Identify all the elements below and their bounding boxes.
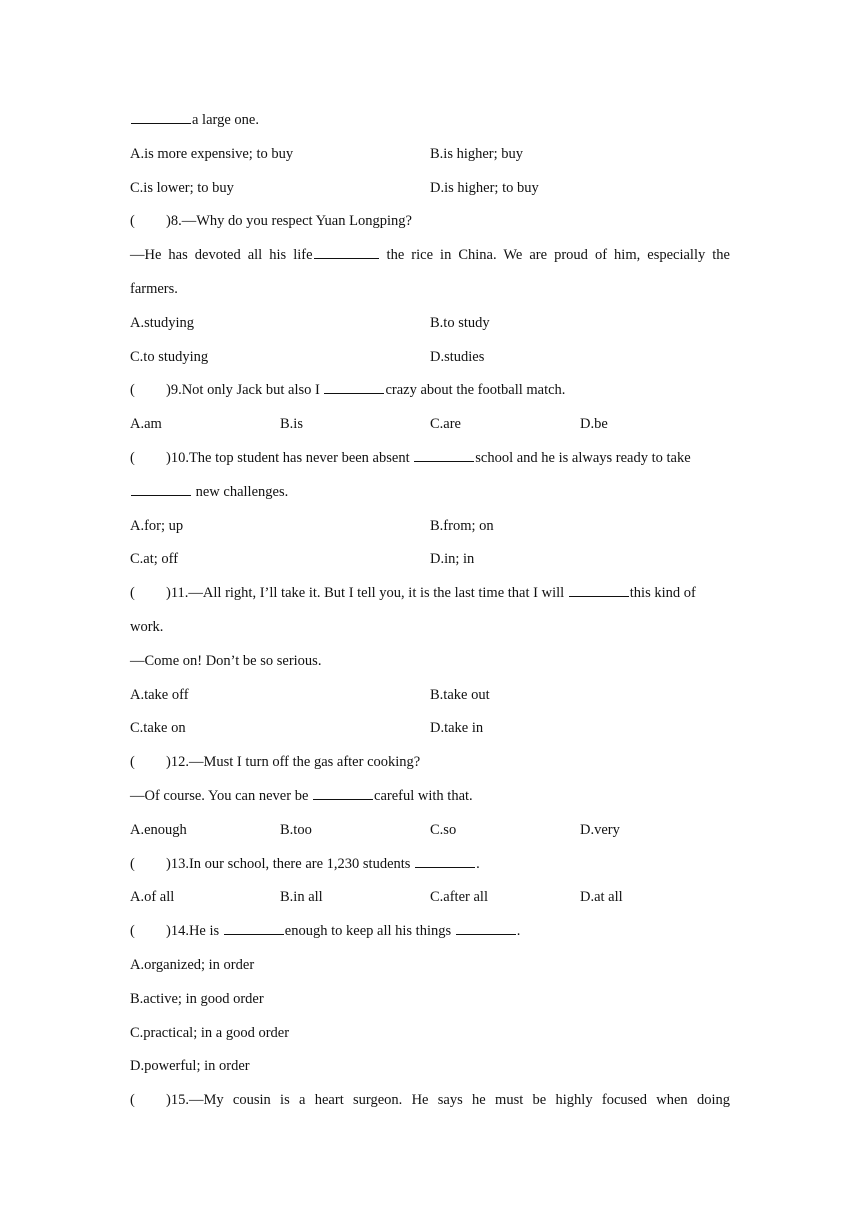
option-c: C.at; off (130, 551, 179, 568)
answer-paren: ( (130, 449, 135, 466)
question-15 (130, 1084, 730, 1118)
option-d: D.is higher; to buy (430, 179, 539, 196)
answer-blank (456, 920, 516, 935)
options-row (130, 408, 730, 442)
answer-blank (414, 447, 474, 462)
answer-blank (313, 785, 373, 800)
option-b: B.in all (280, 889, 323, 906)
text: —Come on! Don’t be so serious. (130, 652, 322, 669)
text-line (130, 104, 730, 138)
answer-paren: ( (130, 855, 135, 872)
text-line (130, 239, 730, 273)
option-b: B.from; on (430, 517, 494, 534)
text-line (130, 273, 730, 307)
option-c (130, 1017, 730, 1051)
option-a (130, 949, 730, 983)
document-page (130, 104, 730, 1118)
options-row (130, 679, 730, 713)
option-b: B.to study (430, 314, 490, 331)
option-a: A.is more expensive; to buy (130, 145, 294, 162)
question-text: crazy about the football match. (385, 382, 566, 399)
question-text: this kind of (629, 585, 696, 602)
question-14 (130, 915, 730, 949)
question-10 (130, 442, 730, 476)
question-text: )14.He is (166, 923, 223, 940)
option-c: C.is lower; to buy (130, 179, 234, 196)
question-text: )10.The top student has never been absent (166, 449, 414, 466)
question-text: )9.Not only Jack but also I (166, 382, 324, 399)
options-row (130, 307, 730, 341)
answer-paren: ( (130, 923, 135, 940)
options-row (130, 172, 730, 206)
option-d: D.be (580, 416, 608, 433)
option-c: C.take on (130, 720, 186, 737)
answer-paren: ( (130, 1092, 135, 1109)
options-row (130, 543, 730, 577)
option-d (130, 1050, 730, 1084)
options-row (130, 341, 730, 375)
text: a large one. (192, 112, 259, 128)
answer-blank (224, 920, 284, 935)
answer-blank (131, 481, 191, 496)
option-c: C.so (430, 821, 457, 838)
text: farmers. (130, 280, 178, 297)
options-row (130, 814, 730, 848)
text-line (130, 645, 730, 679)
answer-blank (131, 109, 191, 124)
options-row (130, 138, 730, 172)
question-text: . (476, 855, 480, 872)
question-text: )13.In our school, there are 1,230 students (166, 855, 415, 872)
option-b: B.is (280, 416, 303, 433)
answer-blank (569, 582, 629, 597)
option-b: B.is higher; buy (430, 145, 524, 162)
text: —Of course. You can never be (130, 787, 313, 804)
option-a: A.of all (130, 889, 175, 906)
text: new challenges. (192, 483, 289, 500)
option-c: C.are (430, 416, 461, 433)
text-line (130, 476, 730, 510)
option-a: A.am (130, 416, 162, 433)
option-d: D.studies (430, 348, 485, 365)
option-d: D.at all (580, 889, 623, 906)
question-13 (130, 848, 730, 882)
answer-blank (324, 379, 384, 394)
question-9 (130, 374, 730, 408)
answer-paren: ( (130, 754, 135, 771)
option-text: A.organized; in order (130, 956, 255, 973)
options-row (130, 510, 730, 544)
option-a: A.enough (130, 821, 187, 838)
option-b: B.too (280, 821, 312, 838)
question-11 (130, 577, 730, 611)
question-text: )12.—Must I turn off the gas after cooking? (166, 754, 421, 771)
option-c: C.to studying (130, 348, 209, 365)
text: work. (130, 618, 164, 635)
text-line (130, 611, 730, 645)
option-d: D.in; in (430, 551, 475, 568)
option-a: A.for; up (130, 517, 184, 534)
options-row (130, 712, 730, 746)
text: careful with that. (374, 787, 473, 804)
answer-paren: ( (130, 585, 135, 602)
text: the rice in China. We are proud of him, especially the (379, 247, 730, 264)
option-text: C.practical; in a good order (130, 1024, 290, 1041)
question-12 (130, 746, 730, 780)
question-text: enough to keep all his things (284, 923, 455, 940)
option-b: B.take out (430, 686, 490, 703)
question-text: . (516, 923, 521, 940)
option-b (130, 983, 730, 1017)
question-8 (130, 205, 730, 239)
answer-blank (415, 853, 475, 868)
answer-blank (314, 244, 379, 259)
option-a: A.take off (130, 686, 189, 703)
question-text: )15.—My cousin is a heart surgeon. He says he must be highly focused when doing (166, 1092, 730, 1109)
option-text: D.powerful; in order (130, 1058, 250, 1075)
option-d: D.very (580, 821, 620, 838)
options-row (130, 881, 730, 915)
answer-paren: ( (130, 213, 135, 230)
option-c: C.after all (430, 889, 488, 906)
question-text: )8.—Why do you respect Yuan Longping? (166, 213, 412, 230)
question-text: )11.—All right, I’ll take it. But I tell you, it is the last time that I will (166, 585, 568, 602)
text: —He has devoted all his life (130, 247, 313, 264)
option-d: D.take in (430, 720, 484, 737)
option-text: B.active; in good order (130, 990, 264, 1007)
text-line (130, 780, 730, 814)
question-text: school and he is always ready to take (475, 449, 691, 466)
option-a: A.studying (130, 314, 195, 331)
answer-paren: ( (130, 382, 135, 399)
